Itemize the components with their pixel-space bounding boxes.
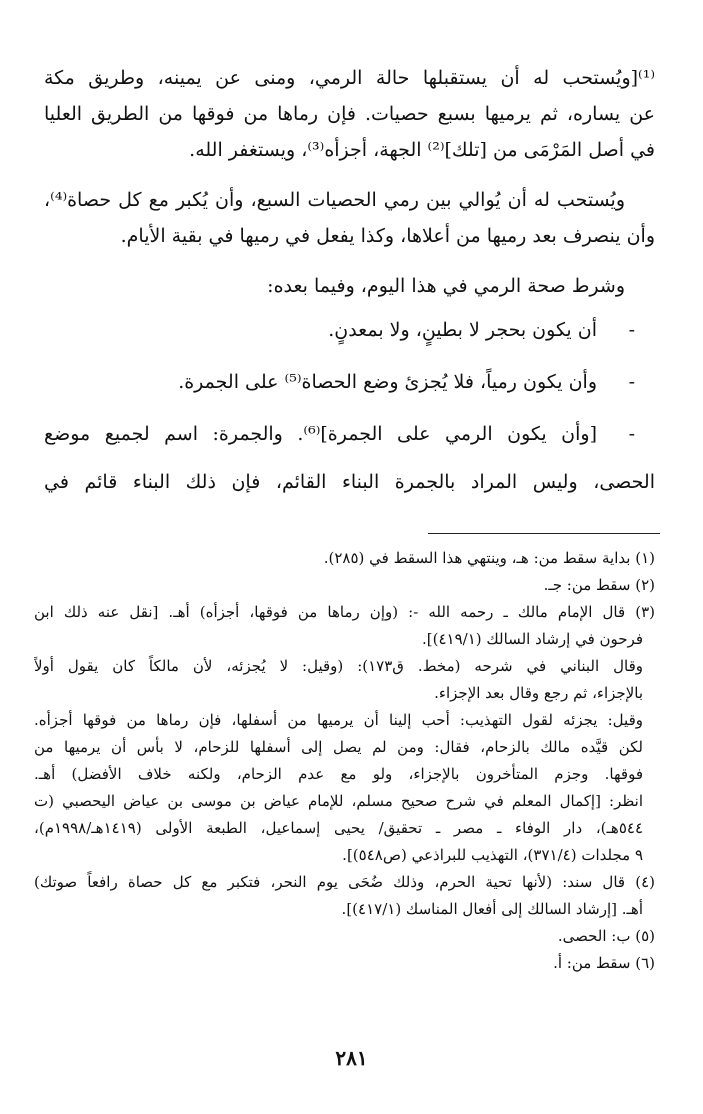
list-item — [44, 304, 655, 356]
dash-marker: - — [628, 319, 635, 341]
body-line: في أصل المَرْمَى من [تلك]⁽²⁾ الجهة، أجزأه⁽³⁾، ويستغفر الله. — [189, 139, 655, 161]
footnote-line: فرحون في إرشاد السالك (٤١٩/١)]. — [422, 630, 643, 648]
footnote-line: (٣) قال الإمام مالك ـ رحمه الله -: (وإن رماها من فوقها، أجزأه) أهـ. [نقل عنه ذلك ابن — [34, 603, 655, 621]
footnote-line: (٤) قال سند: (لأنها تحية الحرم، وذلك ضُحَى يوم النحر، فتكبر مع كل حصاة رافعاً صوتك) — [34, 873, 655, 891]
footnote-line: (٥) ب: الحصى. — [557, 927, 655, 945]
footnote-line: انظر: [إكمال المعلم في شرح صحيح مسلم، للإمام عياض بن موسى بن عياض اليحصبي (ت — [34, 792, 643, 810]
dash-marker: - — [628, 423, 635, 445]
footnote-line: (١) بداية سقط من: هـ، وينتهي هذا السقط في (٢٨٥). — [323, 549, 655, 567]
list-item-text: [وأن يكون الرمي على الجمرة]⁽⁶⁾. والجمرة: اسم لجميع موضع — [44, 423, 597, 445]
list-item — [44, 356, 655, 408]
footnote-line: وقال البناني في شرحه (مخط. ق١٧٣): (وقيل: لا يُجزئه، لأن مالكاً كان يقول أولاً — [34, 657, 643, 675]
footnote-line: وقيل: يجزئه لقول التهذيب: أحب إلينا أن يرميها من أسفلها، فإن رماها من فوقها أجزأه. — [34, 711, 643, 729]
body-line: وأن ينصرف بعد رميها من أعلاها، وكذا يفعل في رميها في بقية الأيام. — [120, 225, 655, 247]
list-item-text: وأن يكون رمياً، فلا يُجزئ وضع الحصاة⁽⁵⁾ على الجمرة. — [178, 371, 597, 393]
body-line: الحصى، وليس المراد بالجمرة البناء القائم، فإن ذلك البناء قائم في — [44, 471, 655, 493]
main-text — [44, 60, 655, 500]
footnote-line: لكن قيَّده مالك بالزحام، فقال: ومن لم يصل إلى أسفلها للزحام، لا بأس أن يرميها من — [34, 738, 643, 756]
footnote-line: ٩ مجلدات (٣٧١/٤)، التهذيب للبراذعي (ص٥٤٨)]. — [342, 846, 643, 864]
conditions-list — [44, 304, 655, 464]
footnote-line: بالإجزاء، ثم رجع وقال بعد الإجزاء. — [434, 684, 643, 702]
list-item-text: أن يكون بحجر لا بطينٍ، ولا بمعدنٍ. — [328, 319, 597, 341]
footnote-line: ٥٤٤هـ)، دار الوفاء ـ مصر ـ تحقيق/ يحيى إسماعيل، الطبعة الأولى (١٤١٩هـ/١٩٩٨م)، — [34, 819, 643, 837]
footnote-line: أهـ. [إرشاد السالك إلى أفعال المناسك (٤١٧/١)]. — [341, 900, 643, 918]
body-line: عن يساره، ثم يرميها بسبع حصيات. فإن رماها من فوقها من الطريق العليا — [44, 103, 655, 125]
footnote-line: (٦) سقط من: أ. — [553, 954, 655, 972]
footnote-line: (٢) سقط من: جـ. — [543, 576, 655, 594]
footnote-separator — [428, 533, 660, 534]
dash-marker: - — [628, 371, 635, 393]
footnotes — [34, 545, 655, 977]
footnote-line: فوقها. وجزم المتأخرون بالإجزاء، ولو مع عدم الزحام، ولكنه خلاف الأفضل) أهـ. — [34, 765, 643, 783]
body-line: ⁽¹⁾[ويُستحب له أن يستقبلها حالة الرمي، ومنى عن يمينه، وطريق مكة — [44, 67, 655, 89]
page-number: ٢٨١ — [335, 1046, 368, 1070]
body-line: وشرط صحة الرمي في هذا اليوم، وفيما بعده: — [267, 275, 625, 297]
body-line: ويُستحب له أن يُوالي بين رمي الحصيات السبع، وأن يُكبر مع كل حصاة⁽⁴⁾، — [44, 189, 625, 211]
list-item — [44, 408, 655, 464]
